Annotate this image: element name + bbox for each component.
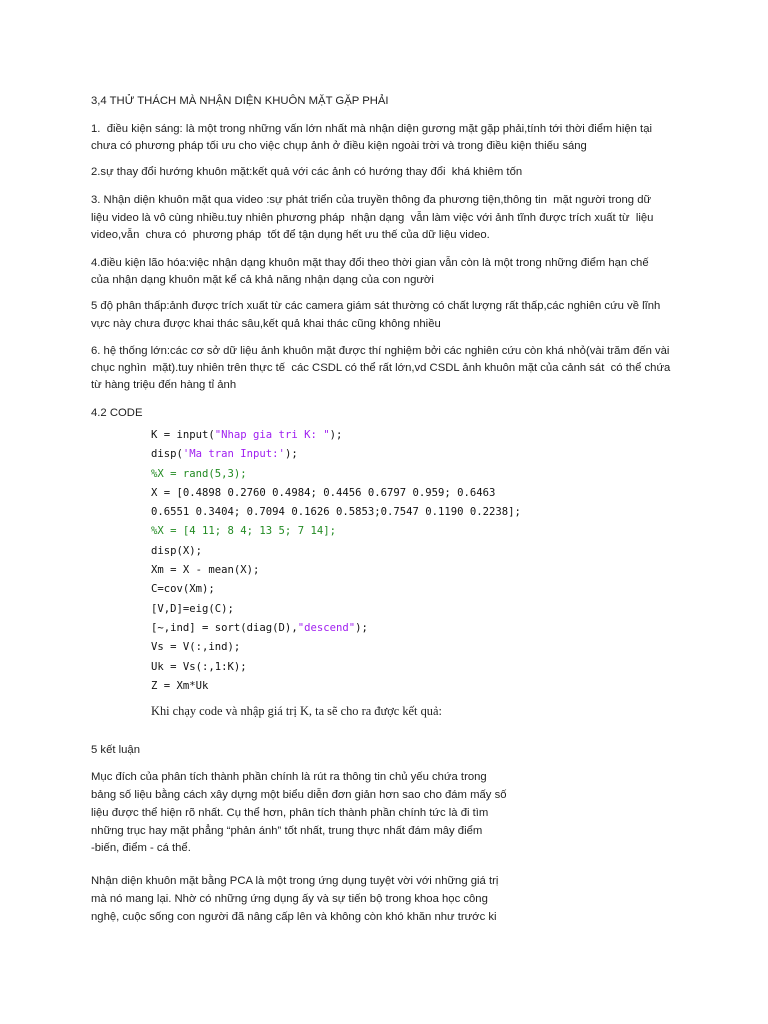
text-line: vực này chưa được khai thác sâu,kết quả khai thác cũng không nhiều [91, 318, 441, 330]
code-line: K = input("Nhap gia tri K: "); [151, 429, 343, 441]
text-line: từ hàng triệu đến hàng tỉ ảnh [91, 379, 237, 391]
text-line: -biến, điểm - cá thể. [91, 842, 191, 854]
text-line: Nhận diện khuôn mặt bằng PCA là một trong ứng dụng tuyệt vời với những giá trị [91, 875, 499, 887]
code-heading: 4.2 CODE [91, 407, 143, 419]
code-line: 0.6551 0.3404; 0.7094 0.1626 0.5853;0.7547 0.1190 0.2238]; [151, 506, 521, 519]
text-line: của nhận dạng khuôn mặt kể cả khả năng nhận dạng của con người [91, 274, 434, 286]
code-line: Uk = Vs(:,1:K); [151, 660, 247, 673]
text-line: 3. Nhận diện khuôn mặt qua video :sự phát triển của truyền thông đa phương tiện,thông tin mặt người trong dữ [91, 194, 652, 206]
code-line: Z = Xm*Uk [151, 679, 209, 692]
text-line: 2.sự thay đổi hướng khuôn mặt:kết quả với các ảnh có hướng thay đổi khá khiêm tốn [91, 166, 523, 178]
code-comment: %X = rand(5,3); [151, 467, 247, 480]
text-line: liệu được thể hiện rõ nhất. Cụ thể hơn, phân tích thành phần chính tức là đi tìm [91, 807, 489, 819]
code-line: disp(X); [151, 544, 203, 557]
code-line: Vs = V(:,ind); [151, 641, 241, 654]
text-line: Mục đích của phân tích thành phần chính là rút ra thông tin chủ yếu chứa trong [91, 771, 487, 783]
text-line: những trục hay mặt phẳng “phản ánh” tốt nhất, trung thực nhất đám mây điểm [91, 825, 483, 837]
text-line: mà nó mang lại. Nhờ có những ứng dụng ấy và sự tiến bộ trong khoa học công [91, 893, 488, 905]
text-line: liệu video là vô cùng nhiều.tuy nhiên phương pháp nhận dạng vẫn làm việc với ảnh tĩnh được trích xuất từ liệu [91, 212, 654, 224]
section-title: 3,4 THỬ THÁCH MÀ NHẬN DIỆN KHUÔN MẶT GẶP PHẢI [91, 95, 389, 107]
code-line: C=cov(Xm); [151, 583, 215, 596]
code-line: X = [0.4898 0.2760 0.4984; 0.4456 0.6797 0.959; 0.6463 [151, 486, 496, 499]
text-line: video,vẫn chưa có phương pháp tốt để tận dụng hết ưu thế của dữ liệu video. [91, 229, 490, 241]
code-block [151, 426, 521, 696]
conclusion-heading: 5 kết luận [91, 744, 140, 756]
text-line: 4.điều kiện lão hóa:việc nhận dạng khuôn mặt thay đổi theo thời gian vẫn còn là một trong những điểm hạn chế [91, 257, 649, 269]
text-line: nghệ, cuộc sống con người đã nâng cấp lên và không còn khó khăn như trước ki [91, 911, 497, 923]
code-line: [~,ind] = sort(diag(D),"descend"); [151, 621, 368, 634]
code-result-note: Khi chạy code và nhập giá trị K, ta sẽ cho ra được kết quả: [151, 704, 442, 718]
code-line: Xm = X - mean(X); [151, 564, 260, 577]
code-line: disp('Ma tran Input:'); [151, 448, 298, 461]
text-line: 5 độ phân thấp:ảnh được trích xuất từ các camera giám sát thường có chất lượng rất thấp,các nghiên cứu về lĩnh [91, 300, 661, 312]
text-line: chục nghìn mặt).tuy nhiên trên thực tế các CSDL có thể rất lớn,vd CSDL ảnh khuôn mặt của cảnh sát có thể chứa [91, 362, 671, 374]
text-line: chưa có phương pháp tối ưu cho việc chụp ảnh ở điều kiện ngoài trời và trong điều kiện thiếu sáng [91, 140, 587, 152]
text-line: 6. hệ thống lớn:các cơ sở dữ liệu ảnh khuôn mặt được thí nghiệm bởi các nghiên cứu còn khá nhỏ(vài trăm đến vài [91, 345, 670, 357]
code-line: [V,D]=eig(C); [151, 602, 234, 615]
text-line: bảng số liệu bằng cách xây dựng một biểu diễn đơn giản hơn sao cho đám mấy số [91, 789, 507, 801]
code-comment: %X = [4 11; 8 4; 13 5; 7 14]; [151, 525, 336, 538]
text-line: 1. điều kiện sáng: là một trong những vấn lớn nhất mà nhận diện gương mặt gặp phải,tính tới thời điểm hiện tại [91, 123, 652, 135]
